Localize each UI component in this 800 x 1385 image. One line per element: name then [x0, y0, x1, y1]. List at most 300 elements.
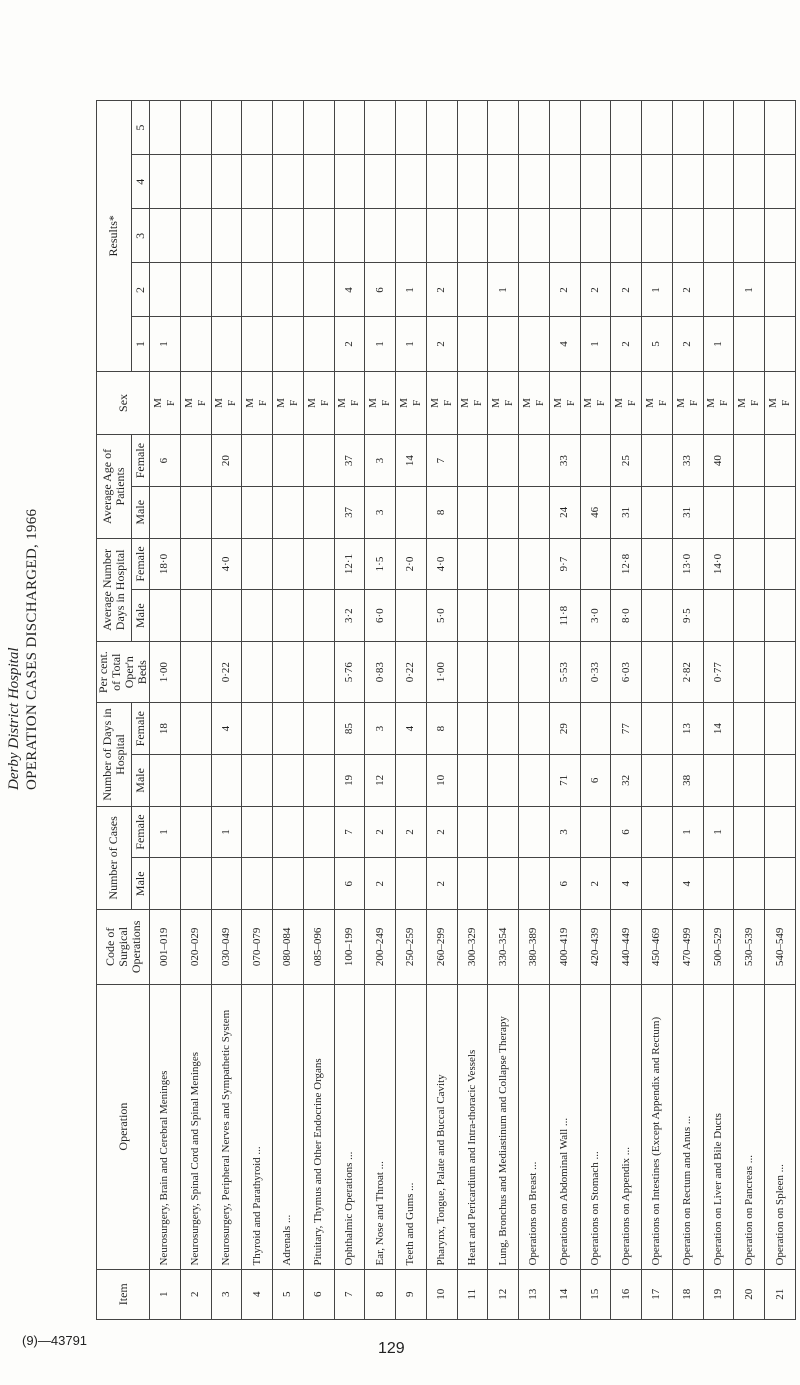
- male-cases-cell: 6: [334, 858, 365, 910]
- result-2-cell: 1: [396, 263, 427, 317]
- operation-cell: Operations on Stomach ...: [580, 984, 611, 1269]
- percent-cell: [242, 642, 273, 703]
- male-avg-days-cell: [273, 590, 304, 642]
- percent-cell: 5·53: [549, 642, 580, 703]
- female-cases-cell: 7: [334, 806, 365, 858]
- result-1-cell: 4: [549, 317, 580, 371]
- male-cases-cell: 6: [549, 858, 580, 910]
- table-row: [180, 101, 211, 1320]
- male-cases-cell: [734, 858, 765, 910]
- header-female: Female: [131, 703, 149, 755]
- male-cases-cell: [703, 858, 734, 910]
- result-4-cell: [457, 155, 488, 209]
- code-cell: 440–449: [611, 910, 642, 985]
- male-avg-days-cell: [242, 590, 273, 642]
- result-1-cell: [488, 317, 519, 371]
- male-cases-cell: [396, 858, 427, 910]
- code-cell: 400–419: [549, 910, 580, 985]
- female-days-cell: [642, 703, 673, 755]
- female-days-cell: 29: [549, 703, 580, 755]
- male-avg-days-cell: 3·2: [334, 590, 365, 642]
- percent-cell: [303, 642, 334, 703]
- male-cases-cell: [488, 858, 519, 910]
- male-avg-age-cell: 24: [549, 486, 580, 538]
- male-cases-cell: [642, 858, 673, 910]
- item-cell: 16: [611, 1269, 642, 1319]
- male-days-cell: [703, 755, 734, 807]
- male-avg-days-cell: [303, 590, 334, 642]
- table-row: [303, 101, 334, 1320]
- code-cell: 020–029: [180, 910, 211, 985]
- male-avg-age-cell: [765, 486, 796, 538]
- table-row: [211, 101, 242, 1320]
- result-1-cell: 2: [426, 317, 457, 371]
- male-days-cell: [396, 755, 427, 807]
- result-1-cell: 1: [150, 317, 181, 371]
- item-cell: 13: [519, 1269, 550, 1319]
- result-1-cell: [765, 317, 796, 371]
- header-days: Number of Days in Hospital: [97, 703, 132, 806]
- male-days-cell: [519, 755, 550, 807]
- code-cell: 100–199: [334, 910, 365, 985]
- male-days-cell: [242, 755, 273, 807]
- item-cell: 14: [549, 1269, 580, 1319]
- male-days-cell: 32: [611, 755, 642, 807]
- result-5-cell: [303, 101, 334, 155]
- header-pct: Per cent. of Total Oper'n Beds: [97, 642, 150, 703]
- male-avg-age-cell: [519, 486, 550, 538]
- female-avg-days-cell: [488, 538, 519, 590]
- sex-cell: M F: [365, 371, 396, 435]
- sex-cell: M F: [242, 371, 273, 435]
- result-5-cell: [488, 101, 519, 155]
- code-cell: 085–096: [303, 910, 334, 985]
- male-avg-age-cell: [488, 486, 519, 538]
- result-4-cell: [765, 155, 796, 209]
- sex-cell: M F: [334, 371, 365, 435]
- female-days-cell: 8: [426, 703, 457, 755]
- code-cell: 070–079: [242, 910, 273, 985]
- result-2-cell: 2: [611, 263, 642, 317]
- result-1-cell: 1: [580, 317, 611, 371]
- male-avg-days-cell: 11·8: [549, 590, 580, 642]
- result-1-cell: [180, 317, 211, 371]
- result-2-cell: [211, 263, 242, 317]
- code-cell: 450–469: [642, 910, 673, 985]
- female-cases-cell: 1: [211, 806, 242, 858]
- result-2-cell: 6: [365, 263, 396, 317]
- result-3-cell: [519, 209, 550, 263]
- female-days-cell: 18: [150, 703, 181, 755]
- table-row: [611, 101, 642, 1320]
- male-days-cell: 6: [580, 755, 611, 807]
- male-avg-age-cell: [211, 486, 242, 538]
- result-3-cell: [734, 209, 765, 263]
- result-5-cell: [519, 101, 550, 155]
- female-avg-age-cell: 37: [334, 435, 365, 487]
- female-cases-cell: 6: [611, 806, 642, 858]
- operation-cell: Operation on Pancreas ...: [734, 984, 765, 1269]
- code-cell: 001–019: [150, 910, 181, 985]
- percent-cell: [642, 642, 673, 703]
- result-4-cell: [396, 155, 427, 209]
- header-male: Male: [131, 858, 149, 910]
- table-row: [334, 101, 365, 1320]
- male-avg-days-cell: 8·0: [611, 590, 642, 642]
- table-row: [642, 101, 673, 1320]
- code-cell: 300–329: [457, 910, 488, 985]
- header-result-4: 4: [131, 155, 149, 209]
- code-cell: 080–084: [273, 910, 304, 985]
- sex-cell: M F: [150, 371, 181, 435]
- percent-cell: [734, 642, 765, 703]
- result-2-cell: 2: [549, 263, 580, 317]
- female-avg-age-cell: [642, 435, 673, 487]
- female-avg-age-cell: 40: [703, 435, 734, 487]
- result-3-cell: [611, 209, 642, 263]
- male-avg-age-cell: [242, 486, 273, 538]
- sex-cell: M F: [765, 371, 796, 435]
- operation-cell: Operation on Rectum and Anus ...: [672, 984, 703, 1269]
- header-code: Code of Surgical Operations: [97, 910, 150, 985]
- female-avg-age-cell: 33: [549, 435, 580, 487]
- item-cell: 3: [211, 1269, 242, 1319]
- female-avg-age-cell: [242, 435, 273, 487]
- sex-cell: M F: [642, 371, 673, 435]
- male-avg-days-cell: [150, 590, 181, 642]
- male-days-cell: 10: [426, 755, 457, 807]
- male-avg-age-cell: 3: [365, 486, 396, 538]
- female-days-cell: [765, 703, 796, 755]
- result-3-cell: [365, 209, 396, 263]
- item-cell: 9: [396, 1269, 427, 1319]
- header-item: Item: [97, 1269, 150, 1319]
- female-avg-age-cell: 25: [611, 435, 642, 487]
- item-cell: 4: [242, 1269, 273, 1319]
- female-avg-days-cell: [765, 538, 796, 590]
- operation-cell: Operations on Appendix ...: [611, 984, 642, 1269]
- code-cell: 540–549: [765, 910, 796, 985]
- operation-cell: Neurosurgery, Peripheral Nerves and Sympathetic System: [211, 984, 242, 1269]
- operation-cell: Heart and Pericardium and Intra-thoracic Vessels: [457, 984, 488, 1269]
- item-cell: 11: [457, 1269, 488, 1319]
- female-days-cell: 85: [334, 703, 365, 755]
- item-cell: 5: [273, 1269, 304, 1319]
- female-avg-age-cell: 3: [365, 435, 396, 487]
- male-avg-days-cell: [488, 590, 519, 642]
- female-avg-age-cell: [734, 435, 765, 487]
- result-5-cell: [211, 101, 242, 155]
- female-avg-days-cell: 9·7: [549, 538, 580, 590]
- result-5-cell: [150, 101, 181, 155]
- result-4-cell: [580, 155, 611, 209]
- female-cases-cell: 1: [150, 806, 181, 858]
- table-row: [457, 101, 488, 1320]
- result-2-cell: [303, 263, 334, 317]
- female-days-cell: 3: [365, 703, 396, 755]
- female-days-cell: [519, 703, 550, 755]
- header-result-1: 1: [131, 317, 149, 371]
- result-2-cell: [150, 263, 181, 317]
- operations-table: [96, 100, 796, 1320]
- male-days-cell: 38: [672, 755, 703, 807]
- female-avg-days-cell: 1·5: [365, 538, 396, 590]
- female-cases-cell: [273, 806, 304, 858]
- result-3-cell: [580, 209, 611, 263]
- table-body: [150, 101, 796, 1320]
- hospital-name: Derby District Hospital: [6, 647, 22, 790]
- male-cases-cell: [457, 858, 488, 910]
- result-3-cell: [642, 209, 673, 263]
- result-5-cell: [242, 101, 273, 155]
- male-avg-age-cell: [180, 486, 211, 538]
- male-cases-cell: [765, 858, 796, 910]
- item-cell: 2: [180, 1269, 211, 1319]
- result-1-cell: [457, 317, 488, 371]
- percent-cell: [519, 642, 550, 703]
- result-4-cell: [703, 155, 734, 209]
- result-4-cell: [303, 155, 334, 209]
- sex-cell: M F: [734, 371, 765, 435]
- female-cases-cell: [642, 806, 673, 858]
- percent-cell: [488, 642, 519, 703]
- result-4-cell: [242, 155, 273, 209]
- result-5-cell: [580, 101, 611, 155]
- result-5-cell: [765, 101, 796, 155]
- result-1-cell: 2: [334, 317, 365, 371]
- result-5-cell: [273, 101, 304, 155]
- operation-cell: Thyroid and Parathyroid ...: [242, 984, 273, 1269]
- male-avg-age-cell: 46: [580, 486, 611, 538]
- female-days-cell: [580, 703, 611, 755]
- result-2-cell: 2: [580, 263, 611, 317]
- male-days-cell: [150, 755, 181, 807]
- female-cases-cell: [765, 806, 796, 858]
- sex-cell: M F: [303, 371, 334, 435]
- page-title: OPERATION CASES DISCHARGED, 1966: [24, 508, 40, 790]
- female-days-cell: [734, 703, 765, 755]
- female-avg-days-cell: [180, 538, 211, 590]
- result-1-cell: 2: [672, 317, 703, 371]
- female-days-cell: 4: [211, 703, 242, 755]
- operation-cell: Operations on Intestines (Except Appendix and Rectum): [642, 984, 673, 1269]
- result-4-cell: [488, 155, 519, 209]
- operation-cell: Neurosurgery, Brain and Cerebral Meninges: [150, 984, 181, 1269]
- male-avg-days-cell: [642, 590, 673, 642]
- result-4-cell: [519, 155, 550, 209]
- male-days-cell: 12: [365, 755, 396, 807]
- sex-cell: M F: [211, 371, 242, 435]
- female-avg-age-cell: [303, 435, 334, 487]
- female-avg-days-cell: 2·0: [396, 538, 427, 590]
- female-cases-cell: [734, 806, 765, 858]
- female-cases-cell: 1: [672, 806, 703, 858]
- female-days-cell: [242, 703, 273, 755]
- female-avg-age-cell: 20: [211, 435, 242, 487]
- result-5-cell: [180, 101, 211, 155]
- result-2-cell: [180, 263, 211, 317]
- female-avg-age-cell: [457, 435, 488, 487]
- female-days-cell: [457, 703, 488, 755]
- code-cell: 530–539: [734, 910, 765, 985]
- sex-cell: M F: [273, 371, 304, 435]
- result-1-cell: [519, 317, 550, 371]
- percent-cell: 0·22: [396, 642, 427, 703]
- female-avg-days-cell: [519, 538, 550, 590]
- result-5-cell: [672, 101, 703, 155]
- result-3-cell: [273, 209, 304, 263]
- result-5-cell: [396, 101, 427, 155]
- male-avg-age-cell: [303, 486, 334, 538]
- male-avg-days-cell: [734, 590, 765, 642]
- print-code: (9)—43791: [22, 1333, 88, 1348]
- sex-cell: M F: [611, 371, 642, 435]
- result-1-cell: [303, 317, 334, 371]
- male-avg-age-cell: 31: [672, 486, 703, 538]
- table-row: [488, 101, 519, 1320]
- male-avg-age-cell: [703, 486, 734, 538]
- male-days-cell: [642, 755, 673, 807]
- female-avg-age-cell: 7: [426, 435, 457, 487]
- sex-cell: M F: [703, 371, 734, 435]
- header-sex: Sex: [97, 371, 150, 435]
- result-4-cell: [611, 155, 642, 209]
- male-avg-days-cell: [396, 590, 427, 642]
- male-days-cell: [734, 755, 765, 807]
- female-cases-cell: [519, 806, 550, 858]
- table-row: [426, 101, 457, 1320]
- operation-cell: Adrenals ...: [273, 984, 304, 1269]
- header-male: Male: [131, 755, 149, 807]
- result-4-cell: [426, 155, 457, 209]
- male-days-cell: [273, 755, 304, 807]
- female-avg-days-cell: [273, 538, 304, 590]
- male-avg-days-cell: [457, 590, 488, 642]
- code-cell: 200–249: [365, 910, 396, 985]
- table-row: [365, 101, 396, 1320]
- table-row: [580, 101, 611, 1320]
- female-cases-cell: 2: [396, 806, 427, 858]
- item-cell: 12: [488, 1269, 519, 1319]
- header-num-cases: Number of Cases: [97, 806, 132, 909]
- male-days-cell: [765, 755, 796, 807]
- male-avg-days-cell: [765, 590, 796, 642]
- result-3-cell: [303, 209, 334, 263]
- result-5-cell: [426, 101, 457, 155]
- result-5-cell: [642, 101, 673, 155]
- code-cell: 260–299: [426, 910, 457, 985]
- table-row: [150, 101, 181, 1320]
- result-2-cell: 1: [488, 263, 519, 317]
- operation-cell: Neurosurgery, Spinal Cord and Spinal Meninges: [180, 984, 211, 1269]
- male-days-cell: [303, 755, 334, 807]
- percent-cell: 0·33: [580, 642, 611, 703]
- result-4-cell: [150, 155, 181, 209]
- code-cell: 420–439: [580, 910, 611, 985]
- operation-cell: Pharynx, Tongue, Palate and Buccal Cavity: [426, 984, 457, 1269]
- result-2-cell: 2: [426, 263, 457, 317]
- header-row-top: [97, 101, 132, 1320]
- female-days-cell: [303, 703, 334, 755]
- result-5-cell: [334, 101, 365, 155]
- female-avg-days-cell: 4·0: [426, 538, 457, 590]
- result-1-cell: 5: [642, 317, 673, 371]
- male-avg-days-cell: 9·5: [672, 590, 703, 642]
- female-avg-days-cell: 18·0: [150, 538, 181, 590]
- operation-cell: Teeth and Gums ...: [396, 984, 427, 1269]
- header-female: Female: [131, 806, 149, 858]
- female-cases-cell: [180, 806, 211, 858]
- sex-cell: M F: [180, 371, 211, 435]
- percent-cell: [765, 642, 796, 703]
- result-3-cell: [765, 209, 796, 263]
- sex-cell: M F: [426, 371, 457, 435]
- male-avg-age-cell: [150, 486, 181, 538]
- male-cases-cell: 2: [365, 858, 396, 910]
- female-cases-cell: 2: [426, 806, 457, 858]
- male-avg-days-cell: 6·0: [365, 590, 396, 642]
- result-1-cell: 2: [611, 317, 642, 371]
- male-avg-days-cell: [519, 590, 550, 642]
- male-cases-cell: [180, 858, 211, 910]
- male-avg-age-cell: [396, 486, 427, 538]
- female-avg-age-cell: 6: [150, 435, 181, 487]
- header-result-5: 5: [131, 101, 149, 155]
- sex-cell: M F: [488, 371, 519, 435]
- male-avg-days-cell: [703, 590, 734, 642]
- percent-cell: 0·22: [211, 642, 242, 703]
- male-days-cell: [488, 755, 519, 807]
- table-row: [273, 101, 304, 1320]
- result-3-cell: [457, 209, 488, 263]
- result-3-cell: [242, 209, 273, 263]
- code-cell: 500–529: [703, 910, 734, 985]
- table-row: [242, 101, 273, 1320]
- female-avg-days-cell: 12·1: [334, 538, 365, 590]
- result-4-cell: [365, 155, 396, 209]
- result-3-cell: [426, 209, 457, 263]
- female-avg-days-cell: [734, 538, 765, 590]
- result-2-cell: [765, 263, 796, 317]
- female-avg-days-cell: [242, 538, 273, 590]
- male-avg-age-cell: [642, 486, 673, 538]
- male-days-cell: [180, 755, 211, 807]
- table-row: [703, 101, 734, 1320]
- female-cases-cell: 2: [365, 806, 396, 858]
- result-3-cell: [396, 209, 427, 263]
- result-2-cell: [703, 263, 734, 317]
- female-days-cell: 14: [703, 703, 734, 755]
- page-number: 129: [378, 1340, 405, 1357]
- female-days-cell: [488, 703, 519, 755]
- result-2-cell: 1: [642, 263, 673, 317]
- table-row: [519, 101, 550, 1320]
- female-avg-days-cell: [303, 538, 334, 590]
- header-operation: Operation: [97, 984, 150, 1269]
- female-avg-age-cell: [519, 435, 550, 487]
- sex-cell: M F: [580, 371, 611, 435]
- result-4-cell: [334, 155, 365, 209]
- result-1-cell: [273, 317, 304, 371]
- male-avg-age-cell: 8: [426, 486, 457, 538]
- result-4-cell: [180, 155, 211, 209]
- operation-cell: Operation on Spleen ...: [765, 984, 796, 1269]
- result-3-cell: [150, 209, 181, 263]
- header-result-3: 3: [131, 209, 149, 263]
- header-avg-age: Average Age of Patients: [97, 435, 132, 538]
- male-avg-age-cell: [457, 486, 488, 538]
- header-avg-days: Average Number Days in Hospital: [97, 538, 132, 641]
